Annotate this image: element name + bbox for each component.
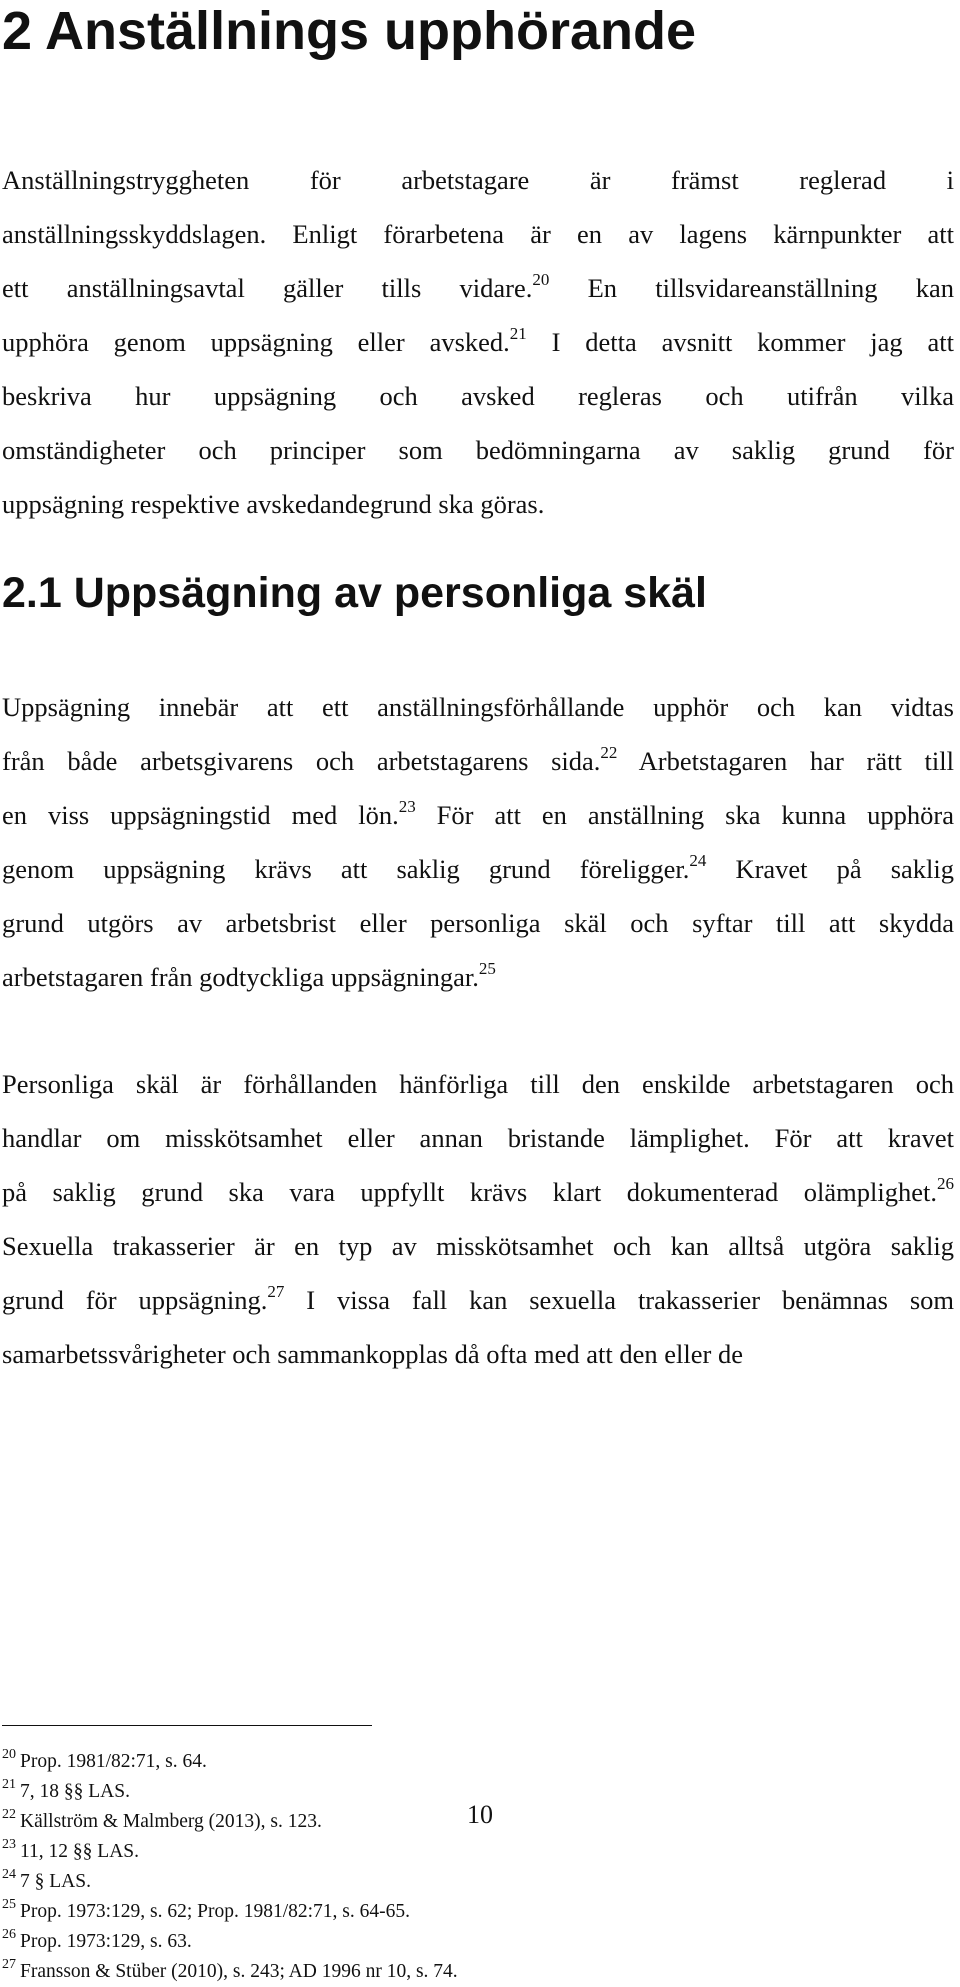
text-segment: samarbetssvårigheter och sammankopplas då ofta med att den eller de [2, 1339, 743, 1369]
text-segment: ett anställningsavtal gäller tills vidare. [2, 273, 533, 303]
footnote-reference: 21 [509, 324, 527, 343]
text-segment: Personliga skäl är förhållanden hänförliga till den enskilde arbetstagaren och [2, 1069, 954, 1099]
text-line [2, 1111, 954, 1165]
footnote [2, 1867, 458, 1897]
text-segment: arbetstagaren från godtyckliga uppsägningar. [2, 962, 479, 992]
footnote [2, 1837, 458, 1867]
paragraph-personliga-skal [2, 1057, 954, 1381]
text-line [2, 423, 954, 477]
text-segment: en viss uppsägningstid med lön. [2, 800, 399, 830]
text-segment: I detta avsnitt kommer jag att [526, 327, 954, 357]
footnote-text: Prop. 1981/82:71, s. 64. [20, 1751, 207, 1772]
footnote-reference: 25 [478, 959, 496, 978]
text-segment: handlar om misskötsamhet eller annan bristande lämplighet. För att kravet [2, 1123, 954, 1153]
text-segment: Kravet på saklig [706, 854, 954, 884]
footnote [2, 1927, 458, 1957]
footnote-text: Prop. 1973:129, s. 63. [20, 1931, 192, 1952]
text-line [2, 1219, 954, 1273]
footnote [2, 1747, 458, 1777]
footnote-number: 24 [2, 1867, 16, 1882]
text-segment: Arbetstagaren har rätt till [617, 746, 954, 776]
paragraph-uppsagning [2, 680, 954, 1004]
text-segment: från både arbetsgivarens och arbetstagarens sida. [2, 746, 601, 776]
footnote-text: Källström & Malmberg (2013), s. 123. [20, 1811, 322, 1832]
text-line [2, 1273, 954, 1327]
text-segment: genom uppsägning krävs att saklig grund föreligger. [2, 854, 690, 884]
footnote-text: Prop. 1973:129, s. 62; Prop. 1981/82:71, s. 64-65. [20, 1901, 411, 1922]
footnote-number: 21 [2, 1777, 16, 1792]
footnote-number: 26 [2, 1927, 16, 1942]
footnote-list [2, 1747, 458, 1987]
footnote-text: Fransson & Stüber (2010), s. 243; AD 1996 nr 10, s. 74. [20, 1961, 458, 1982]
text-segment: på saklig grund ska vara uppfyllt krävs klart dokumenterad olämplighet. [2, 1177, 937, 1207]
text-line [2, 1327, 954, 1381]
text-segment: I vissa fall kan sexuella trakasserier benämnas som [284, 1285, 954, 1315]
paragraph-intro [2, 153, 954, 531]
text-line [2, 842, 954, 896]
text-line [2, 369, 954, 423]
text-line [2, 207, 954, 261]
chapter-heading: 2 Anställnings upphörande [2, 1, 697, 61]
text-segment: Uppsägning innebär att ett anställningsförhållande upphör och kan vidtas [2, 692, 954, 722]
footnote-number: 27 [2, 1957, 16, 1972]
footnote-separator [2, 1725, 372, 1726]
text-line [2, 261, 954, 315]
footnote [2, 1957, 458, 1987]
footnote-reference: 20 [532, 270, 550, 289]
footnote-number: 25 [2, 1897, 16, 1912]
text-line [2, 950, 954, 1004]
text-segment: upphöra genom uppsägning eller avsked. [2, 327, 510, 357]
text-segment: grund utgörs av arbetsbrist eller personliga skäl och syftar till att skydda [2, 908, 954, 938]
text-segment: För att en anställning ska kunna upphöra [415, 800, 954, 830]
text-line [2, 1057, 954, 1111]
text-segment: omständigheter och principer som bedömningarna av saklig grund för [2, 435, 954, 465]
text-line [2, 788, 954, 842]
text-line [2, 680, 954, 734]
footnote-reference: 24 [689, 851, 707, 870]
page-number: 10 [467, 1800, 493, 1829]
text-segment: uppsägning respektive avskedandegrund ska göras. [2, 489, 545, 519]
footnote-reference: 22 [600, 743, 618, 762]
text-line [2, 477, 954, 531]
footnote-reference: 23 [398, 797, 416, 816]
text-segment: beskriva hur uppsägning och avsked regleras och utifrån vilka [2, 381, 954, 411]
section-heading: 2.1 Uppsägning av personliga skäl [2, 569, 707, 617]
text-line [2, 315, 954, 369]
text-segment: En tillsvidareanställning kan [549, 273, 954, 303]
text-segment: anställningsskyddslagen. Enligt förarbetena är en av lagens kärnpunkter att [2, 219, 954, 249]
text-line [2, 896, 954, 950]
text-line [2, 153, 954, 207]
footnote [2, 1897, 458, 1927]
text-segment: grund för uppsägning. [2, 1285, 268, 1315]
footnote-reference: 26 [937, 1174, 954, 1193]
footnote-number: 22 [2, 1807, 16, 1822]
footnote-text: 11, 12 §§ LAS. [20, 1841, 139, 1862]
text-line [2, 1165, 954, 1219]
footnote-text: 7 § LAS. [20, 1871, 91, 1892]
text-line [2, 734, 954, 788]
footnote-text: 7, 18 §§ LAS. [20, 1781, 130, 1802]
footnote-reference: 27 [267, 1282, 285, 1301]
footnote-number: 23 [2, 1837, 16, 1852]
text-segment: Anställningstryggheten för arbetstagare är främst reglerad i [2, 165, 954, 195]
footnote-number: 20 [2, 1747, 16, 1762]
text-segment: Sexuella trakasserier är en typ av misskötsamhet och kan alltså utgöra saklig [2, 1231, 954, 1261]
